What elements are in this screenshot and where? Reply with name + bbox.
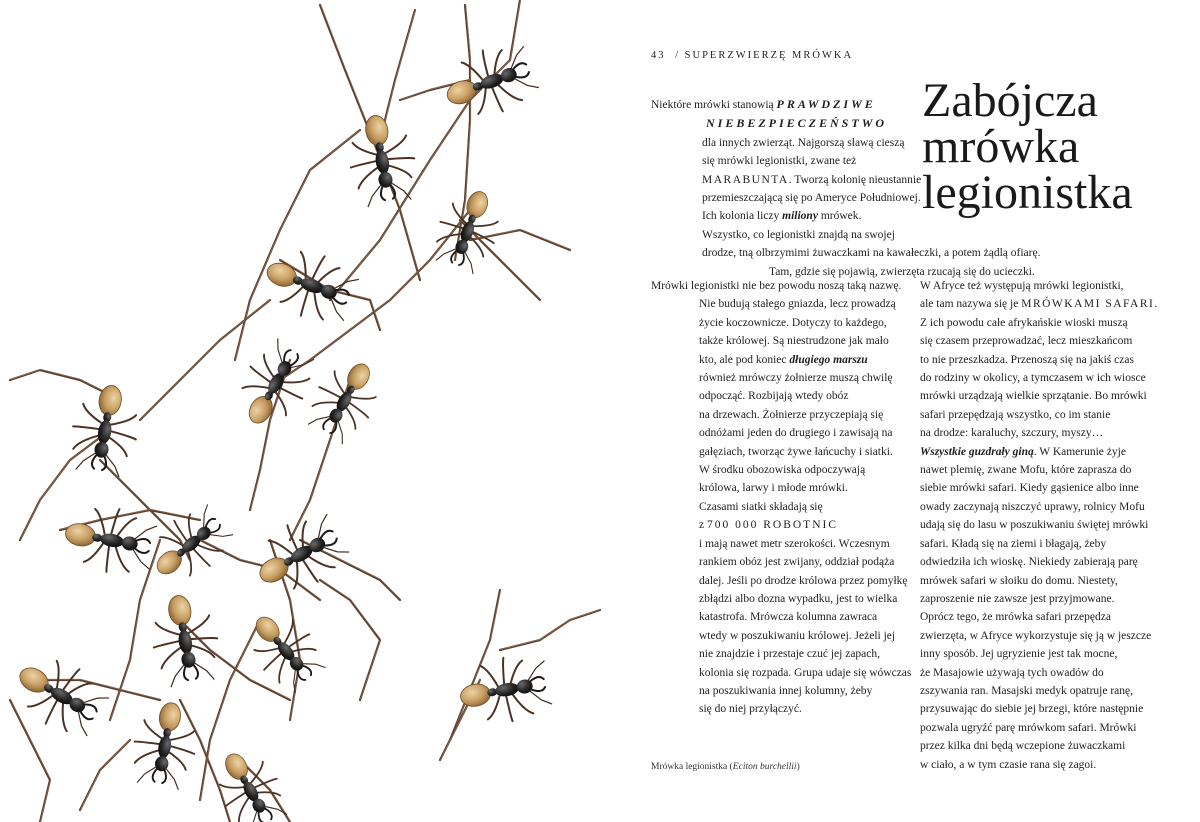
body-line: odnóżami jeden do drugiego i zawisają na <box>699 427 893 440</box>
body-line: że Masajowie używają tych owadów do <box>920 666 1104 679</box>
army-ant-icon <box>300 351 390 449</box>
intro-line: Tam, gdzie się pojawią, zwierzęta rzucają się do ucieczki. <box>769 265 1035 278</box>
body-line: zbłądzi albo dozna wypadku, jest to wielka <box>699 592 898 605</box>
army-ant-icon <box>66 380 144 479</box>
running-head <box>651 50 853 61</box>
caption-text: ) <box>796 762 800 772</box>
running-head-separator: / <box>675 50 681 61</box>
intro-line: przemieszczającą się po Ameryce Południowej. <box>702 192 921 205</box>
body-line: zszywania ran. Masajski medyk opatruje ranę, <box>920 684 1133 697</box>
army-ant-icon <box>437 37 543 128</box>
body-line: dalej. Jeśli po drodze królowa przez pomyłkę <box>699 574 908 587</box>
body-line: się czasem przeprowadzać, lecz mieszkańcom <box>920 335 1133 348</box>
intro-line: drodze, tną olbrzymimi żuwaczkami na kawałeczki, a potem żądlą ofiarę. <box>702 247 1041 260</box>
body-line: gałęziach, tworząc żywe łańcuchy i siatki. <box>699 445 893 458</box>
body-line: inny sposób. Jej ugryzienie jest tak mocne, <box>920 648 1118 661</box>
body-line: mrówek safari w słoiku do domu. Niestety, <box>920 574 1118 587</box>
intro-text: Niektóre mrówki stanowią <box>651 99 774 111</box>
body-line: się do niej przyłączyć. <box>699 703 802 716</box>
body-line: zwierzęta, w Afryce wykorzystuje się ją w jeszcze <box>920 629 1152 642</box>
intro-paragraph <box>651 95 1040 281</box>
army-ant-icon <box>128 698 203 792</box>
body-line: safari przepędzają wszystko, co im stanie <box>920 408 1111 421</box>
body-line: Czasami siatki składają się <box>699 500 823 513</box>
body-line: także królowej. Są niestrudzone jak mało <box>699 335 889 348</box>
body-line: to nie przeszkadza. Przenoszą się na jakiś czas <box>920 353 1134 366</box>
body-line: odwiedziła ich wioskę. Niekiedy zabierają parę <box>920 556 1138 569</box>
body-line: zaproszenie nie zawsze jest przyjmowane. <box>920 592 1115 605</box>
body-line: W Afryce też występują mrówki legionistki, <box>920 280 1124 292</box>
body-line: i mają nawet metr szerokości. Wczesnym <box>699 537 890 550</box>
page-title: Zabójcza mrówka legionistka <box>922 74 1133 219</box>
caption-text: Mrówka legionistka ( <box>651 762 733 772</box>
worker-count: 700 000 ROBOTNIC <box>706 519 839 532</box>
body-line: pozwala ugryźć parę mrówkom safari. Mrówki <box>920 721 1137 734</box>
body-line: W środku obozowiska odpoczywają <box>699 464 866 477</box>
body-text: . <box>1154 298 1158 311</box>
army-ant-icon <box>257 240 363 331</box>
body-line: Oprócz tego, że mrówka safari przepędza <box>920 611 1111 624</box>
intro-line: się mrówki legionistki, zwane też <box>702 155 857 168</box>
body-text: ale tam nazywa się je <box>920 298 1019 311</box>
body-line: udają się do lasu w poszukiwaniu świętej mrówki <box>920 519 1149 532</box>
intro-text: . Tworzą kolonię nieustannie <box>788 173 922 186</box>
army-ant-icon <box>227 334 322 438</box>
intro-line: Wszystko, co legionistki znajdą na swojej <box>702 228 895 241</box>
intro-text: Ich kolonia liczy <box>702 210 780 223</box>
page-number: 43 <box>651 50 666 61</box>
body-text: . W Kamerunie żyje <box>1033 445 1126 458</box>
body-column-right <box>920 277 1157 774</box>
army-ant-icon <box>455 651 554 729</box>
intro-text: mrówek. <box>820 210 862 223</box>
running-head-section: SUPERZWIERZĘ MRÓWKA <box>684 50 854 61</box>
intro-emphasis: miliony <box>782 210 818 223</box>
army-ant-icon <box>146 590 224 689</box>
body-column-left <box>651 277 911 719</box>
intro-emphasis: NIEBEZPIECZEŃSTWO <box>706 116 888 131</box>
body-line: rankiem obóz jest zwijany, oddział podąża <box>699 556 895 569</box>
body-line: owady zaczynają niszczyć uprawy, rolnicy Mofu <box>920 500 1145 513</box>
body-line: królowa, larwy i młode mrówki. <box>699 482 848 495</box>
intro-line: dla innych zwierząt. Najgorszą sławą cieszą <box>702 136 905 149</box>
body-line: do rodziny w okolicy, a tymczasem w ich wiosce <box>920 372 1146 385</box>
body-line: siebie mrówki safari. Kiedy gąsienice albo inne <box>920 482 1139 495</box>
body-line: nie znajdzie i przestaje czuć jej zapach, <box>699 648 881 661</box>
body-text: kto, ale pod koniec <box>699 353 787 366</box>
illustration-caption <box>651 762 800 772</box>
army-ant-icon <box>427 182 509 277</box>
body-line: wtedy w poszukiwaniu królowej. Jeżeli jej <box>699 629 896 642</box>
species-name: Eciton burchellii <box>732 762 797 772</box>
body-line: na drzewach. Żołnierze przyczepiają się <box>699 408 884 421</box>
body-line: Nie budują stałego gniazda, lecz prowadzą <box>699 298 896 311</box>
body-line: również mrówczy żołnierze muszą chwilę <box>699 372 893 385</box>
body-line: na poszukiwania innej kolumny, żeby <box>699 684 873 697</box>
body-line: kolonia się rozpada. Grupa udaje się wówczas <box>699 666 912 679</box>
body-line: na drodze: karaluchy, szczury, myszy… <box>920 427 1104 440</box>
body-line: Mrówki legionistki nie bez powodu noszą taką nazwę. <box>651 280 902 292</box>
intro-emphasis: PRAWDZIWE <box>776 97 876 111</box>
body-line: przez kilka dni będą wczepione żuwaczkami <box>920 740 1126 753</box>
body-line: katastrofa. Mrówcza kolumna zawraca <box>699 611 878 624</box>
army-ant-icon <box>5 645 114 745</box>
safari-term: MRÓWKAMI SAFARI <box>1021 298 1155 311</box>
body-line: nawet plemię, zwane Mofu, które zaprasza do <box>920 464 1132 477</box>
marabunta-term: MARABUNTA <box>702 173 789 186</box>
body-line: odpocząć. Rozbijają wtedy obóz <box>699 390 849 403</box>
army-ant-icon <box>237 600 333 698</box>
body-emphasis: długiego marszu <box>789 353 868 366</box>
body-line: przysuwając do siebie jej brzegi, które następnie <box>920 703 1144 716</box>
body-line: safari. Kładą się na ziemi i błagają, żeby <box>920 537 1107 550</box>
body-line: życie koczownicze. Dotyczy to każdego, <box>699 316 887 329</box>
body-line: w ciało, a w tym czasie rana się zagoi. <box>920 758 1097 771</box>
body-line: mrówki urządzają wielkie sprzątanie. Bo mrówki <box>920 390 1147 403</box>
body-line: Z ich powodu całe afrykańskie wioski muszą <box>920 316 1128 329</box>
body-emphasis: Wszystkie guzdrały giną <box>920 445 1034 458</box>
army-ant-icon <box>60 501 159 579</box>
body-text: z <box>699 519 705 532</box>
